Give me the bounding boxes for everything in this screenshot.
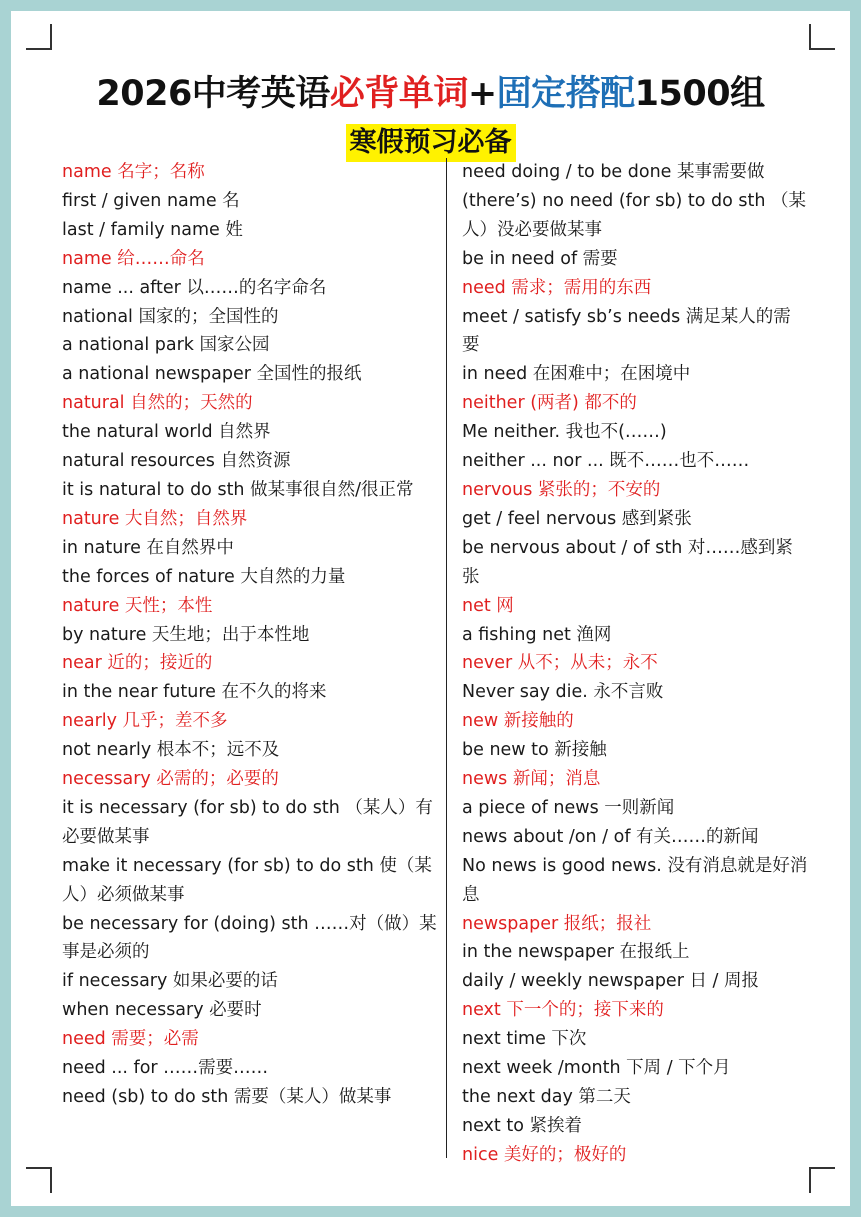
vocab-phrase: a fishing net 渔网 xyxy=(462,624,612,645)
vocab-phrase: the forces of nature 大自然的力量 xyxy=(62,566,346,587)
vocab-headword: need 需求；需用的东西 xyxy=(462,277,652,298)
vocab-phrase: be necessary for (doing) sth ……对（做）某事是必须的 xyxy=(62,913,437,963)
vocab-phrase: when necessary 必要时 xyxy=(62,1000,262,1021)
vocab-phrase: in need 在困难中；在困境中 xyxy=(462,364,691,385)
vocab-phrase: by nature 天生地；出于本性地 xyxy=(62,624,310,645)
vocab-phrase: a piece of news 一则新闻 xyxy=(462,797,675,818)
vocab-phrase: if necessary 如果必要的话 xyxy=(62,971,278,992)
vocab-headword: neither (两者) 都不的 xyxy=(462,393,637,414)
vocab-headword: new 新接触的 xyxy=(462,711,574,732)
vocab-phrase: in the newspaper 在报纸上 xyxy=(462,942,690,963)
vocab-phrase: daily / weekly newspaper 日 / 周报 xyxy=(462,971,759,992)
corner-mark-top-right xyxy=(809,24,835,50)
vocab-headword: never 从不；从未；永不 xyxy=(462,653,658,674)
left-column xyxy=(62,158,438,1112)
title-part-words: 必背单词 xyxy=(329,74,468,114)
vocab-headword: near 近的；接近的 xyxy=(62,653,213,674)
vocab-phrase: be nervous about / of sth 对……感到紧张 xyxy=(462,537,793,587)
vocab-phrase: make it necessary (for sb) to do sth 使（某人）必须做某事 xyxy=(62,855,432,905)
vocab-headword: nice 美好的；极好的 xyxy=(462,1144,627,1165)
vocab-phrase: get / feel nervous 感到紧张 xyxy=(462,508,692,529)
vocab-headword: nature 大自然；自然界 xyxy=(62,508,248,529)
vocab-phrase: Never say die. 永不言败 xyxy=(462,682,664,703)
vocab-headword: name 名字；名称 xyxy=(62,162,205,182)
title-part-plus: + xyxy=(467,74,497,114)
vocab-phrase: need doing / to be done 某事需要做 xyxy=(462,162,765,182)
vocab-headword: next 下一个的；接下来的 xyxy=(462,1000,664,1021)
vocab-phrase: next week /month 下周 / 下个月 xyxy=(462,1058,731,1079)
vocab-phrase: neither ... nor ... 既不……也不…… xyxy=(462,451,750,472)
title-part-phrases: 固定搭配 xyxy=(496,74,635,114)
corner-mark-bottom-left xyxy=(26,1167,52,1193)
vocab-phrase: national 国家的；全国性的 xyxy=(62,306,279,327)
vocab-phrase: Me neither. 我也不(……) xyxy=(462,422,667,443)
vocab-phrase: last / family name 姓 xyxy=(62,219,243,240)
vocab-phrase: it is natural to do sth 做某事很自然/很正常 xyxy=(62,479,414,500)
vocab-phrase: a national newspaper 全国性的报纸 xyxy=(62,364,362,385)
vocab-phrase: the natural world 自然界 xyxy=(62,422,271,443)
column-divider xyxy=(446,158,447,1158)
vocab-phrase: first / given name 名 xyxy=(62,190,240,211)
vocab-phrase: the next day 第二天 xyxy=(462,1087,631,1107)
vocab-headword: nervous 紧张的；不安的 xyxy=(462,479,661,500)
vocab-headword: net 网 xyxy=(462,595,514,616)
vocab-phrase: be new to 新接触 xyxy=(462,740,607,761)
vocab-phrase: next time 下次 xyxy=(462,1029,587,1050)
corner-mark-top-left xyxy=(26,24,52,50)
vocab-phrase: in nature 在自然界中 xyxy=(62,537,234,558)
vocab-phrase: need (sb) to do sth 需要（某人）做某事 xyxy=(62,1087,392,1107)
vocab-phrase: natural resources 自然资源 xyxy=(62,451,291,472)
vocab-headword: natural 自然的；天然的 xyxy=(62,393,253,414)
vocab-phrase: name ... after 以……的名字命名 xyxy=(62,277,327,298)
vocab-phrase: be in need of 需要 xyxy=(462,248,618,269)
vocab-phrase: not nearly 根本不；远不及 xyxy=(62,740,280,761)
page-title xyxy=(0,66,861,116)
title-part-count: 1500组 xyxy=(634,74,765,114)
corner-mark-bottom-right xyxy=(809,1167,835,1193)
subtitle-container xyxy=(0,124,861,162)
vocab-phrase: a national park 国家公园 xyxy=(62,335,270,356)
vocab-phrase: news about /on / of 有关……的新闻 xyxy=(462,826,759,847)
vocab-phrase: need ... for ……需要…… xyxy=(62,1058,269,1079)
title-part-year: 2026中考英语 xyxy=(96,74,330,114)
subtitle-banner: 寒假预习必备 xyxy=(346,124,516,162)
vocab-headword: nearly 几乎；差不多 xyxy=(62,711,228,732)
vocab-phrase: next to 紧挨着 xyxy=(462,1115,582,1136)
vocab-headword: need 需要；必需 xyxy=(62,1029,199,1050)
vocab-headword: necessary 必需的；必要的 xyxy=(62,769,279,790)
vocab-headword: name 给……命名 xyxy=(62,248,205,269)
right-column xyxy=(462,158,808,1170)
vocab-headword: news 新闻；消息 xyxy=(462,769,601,790)
vocab-phrase: (there’s) no need (for sb) to do sth （某人）没必要做某事 xyxy=(462,190,807,240)
vocab-phrase: in the near future 在不久的将来 xyxy=(62,682,327,703)
vocab-phrase: No news is good news. 没有消息就是好消息 xyxy=(462,855,808,905)
vocab-headword: nature 天性；本性 xyxy=(62,595,213,616)
vocab-phrase: meet / satisfy sb’s needs 满足某人的需要 xyxy=(462,306,791,356)
vocab-phrase: it is necessary (for sb) to do sth （某人）有必要做某事 xyxy=(62,797,433,847)
vocab-headword: newspaper 报纸；报社 xyxy=(462,913,652,934)
